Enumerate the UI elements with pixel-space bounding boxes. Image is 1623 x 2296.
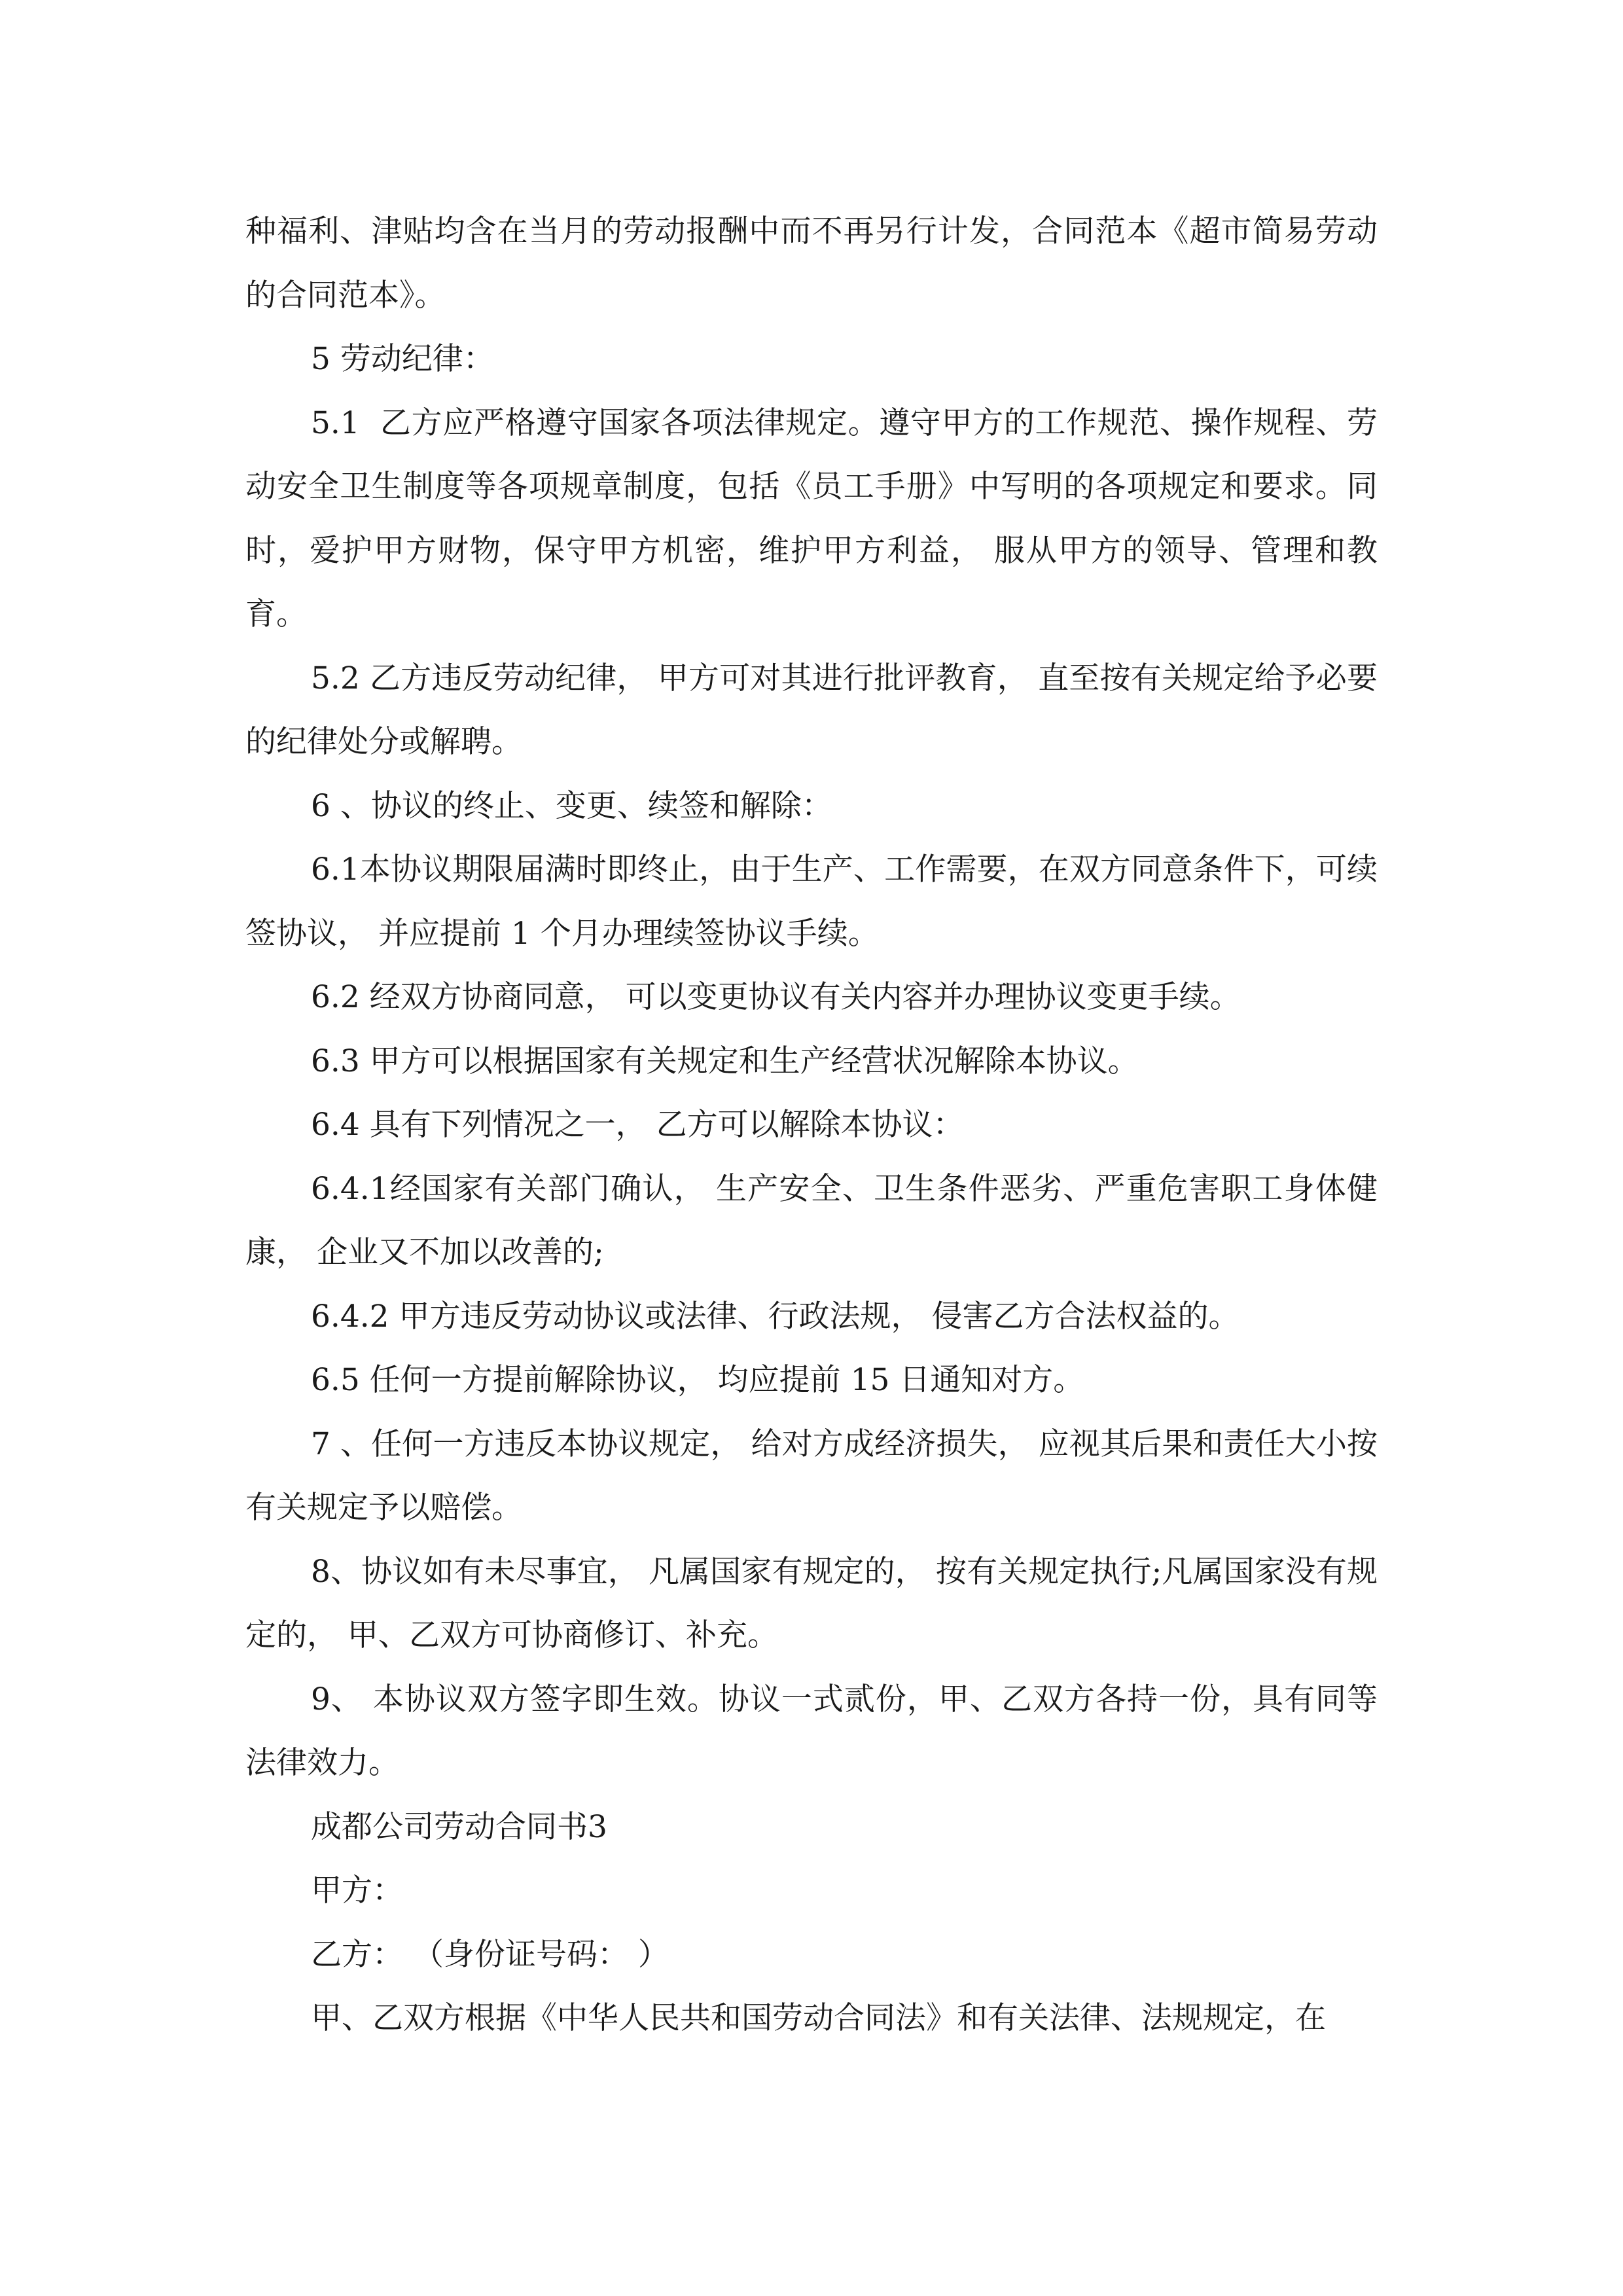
paragraph-6-4-1: 6.4.1经国家有关部门确认， 生产安全、卫生条件恶劣、严重危害职工身体健康， 企业又不加以改善的; [245,1170,1378,1270]
paragraph-6-1: 6.1本协议期限届满时即终止，由于生产、工作需要，在双方同意条件下，可续签协议， 并应提前 1 个月办理续签协议手续。 [245,852,1378,952]
paragraph-6-4: 6.4 具有下列情况之一， 乙方可以解除本协议： [311,1107,964,1143]
paragraph-preamble: 甲、乙双方根据《中华人民共和国劳动合同法》和有关法律、法规规定，在 [311,2000,1326,2036]
paragraph-benefits-continued: 种福利、津贴均含在当月的劳动报酬中而不再另行计发，合同范本《超市简易劳动的合同范本》。 [245,213,1378,314]
paragraph-section-6-heading: 6 、协议的终止、变更、续签和解除： [311,787,832,824]
contract-title: 成都公司劳动合同书3 [311,1808,607,1845]
paragraph-9: 9、 本协议双方签字即生效。协议一式贰份，甲、乙双方各持一份，具有同等法律效力。 [245,1681,1378,1781]
paragraph-6-3: 6.3 甲方可以根据国家有关规定和生产经营状况解除本协议。 [311,1043,1139,1079]
paragraph-section-5-heading: 5 劳动纪律： [311,341,494,377]
paragraph-6-4-2: 6.4.2 甲方违反劳动协议或法律、行政法规， 侵害乙方合法权益的。 [311,1298,1240,1335]
document-body [245,200,1378,2051]
paragraph-5-1: 5.1 乙方应严格遵守国家各项法律规定。遵守甲方的工作规范、操作规程、劳动安全卫生制度等各项规章制度，包括《员工手册》中写明的各项规定和要求。同时，爱护甲方财物，保守甲方机密，维护甲方利益， 服从甲方的领导、管理和教育。 [245,404,1378,632]
paragraph-7: 7 、任何一方违反本协议规定， 给对方成经济损失， 应视其后果和责任大小按有关规定予以赔偿。 [245,1426,1378,1526]
paragraph-8: 8、协议如有未尽事宜， 凡属国家有规定的， 按有关规定执行;凡属国家没有规定的， 甲、乙双方可协商修订、补充。 [245,1553,1378,1653]
paragraph-6-5: 6.5 任何一方提前解除协议， 均应提前 15 日通知对方。 [311,1362,1084,1398]
paragraph-6-2: 6.2 经双方协商同意， 可以变更协议有关内容并办理协议变更手续。 [311,979,1241,1015]
party-a-line: 甲方： [311,1873,403,1909]
paragraph-5-2: 5.2 乙方违反劳动纪律， 甲方可对其进行批评教育， 直至按有关规定给予必要的纪律处分或解聘。 [245,660,1378,760]
party-b-line: 乙方： （身份证号码： ） [311,1936,669,1973]
